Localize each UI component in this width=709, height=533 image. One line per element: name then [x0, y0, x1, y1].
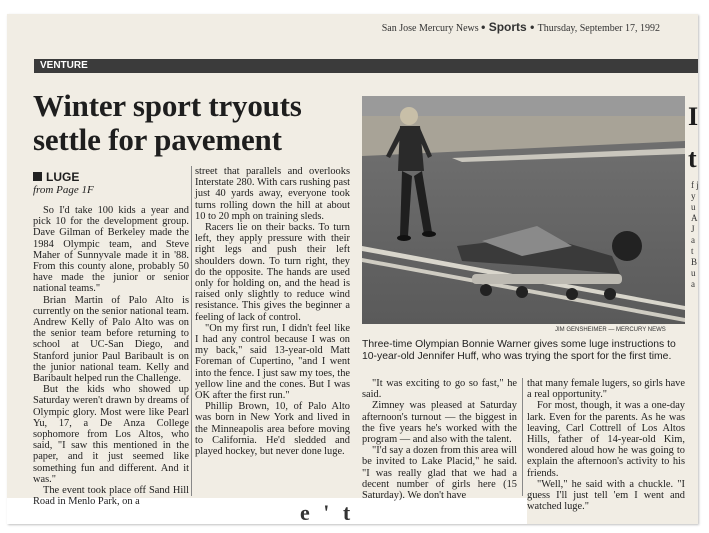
paragraph: The event took place off Sand Hill Road in Menlo Park, on a	[33, 485, 189, 508]
paragraph: For most, though, it was a one-day lark. Even for the parents. As he was leaving, Carl Cottrell of Los Altos Hills, father of 14-year-old Kim, wondered aloud how he was going to explain the afternoon's activity to his friends.	[527, 400, 685, 479]
paragraph: Zimney was pleased at Saturday afternoon's turnout — the biggest in the five years he's worked with the program — and also with the talent.	[362, 400, 517, 446]
paragraph: street that parallels and overlooks Interstate 280. With cars rushing past just 40 yards away, everyone took turns rolling down the hill at about 10 to 20 mph on training sleds.	[195, 166, 350, 222]
paper-name: San Jose Mercury News	[381, 23, 479, 34]
paragraph: But the kids who showed up Saturday weren't drawn by dreams of Olympic glory. Most were like Pearl Yu, 17, a De Anza College sophomore from Los Altos, who said, "I saw this mentioned in the paper, and it just seemed like something fun and different. And it was."	[33, 384, 189, 485]
adjacent-story-headline: I t	[688, 102, 699, 173]
section-bar	[34, 59, 698, 73]
section-label: VENTURE	[36, 60, 92, 72]
luge-photo	[362, 96, 685, 324]
headline: Winter sport tryouts settle for pavement	[33, 88, 302, 157]
paragraph: that many female lugers, so girls have a real opportunity."	[527, 378, 685, 401]
article-column-3	[362, 378, 517, 501]
page-header: San Jose Mercury News • Sports • Thursday, September 17, 1992	[381, 20, 660, 34]
kicker-label: LUGE	[46, 170, 80, 184]
section-name: Sports	[488, 20, 527, 34]
cut-off-headline: e ' t	[300, 500, 355, 525]
paragraph: Racers lie on their backs. To turn left, they apply pressure with their right legs and push their left shoulders down. To turn right, they do the opposite. The hands are used only for holding on, and the head is raised only slightly to reduce wind resistance. This gives the beginner a feeling of lack of control.	[195, 222, 350, 323]
paragraph: Brian Martin of Palo Alto is currently on the senior national team. Andrew Kelly of Palo Alto was on the senior team before returning to school at UC-San Diego, and Stanford junior Paul Baribault is on the junior national team. Kelly and Baribault helped run the Challenge.	[33, 294, 189, 385]
adjacent-story-text: f j y u A J a t B u a	[691, 180, 699, 289]
square-bullet-icon	[33, 172, 42, 181]
paragraph: "It was exciting to go so fast," he said.	[362, 378, 517, 401]
paragraph: "Well," he said with a chuckle. "I guess I'll just tell 'em I went and watched luge."	[527, 478, 685, 513]
paragraph: "I'd say a dozen from this area will be invited to Lake Placid," he said. "I was really glad that we had a decent number of girls here (15 Saturday). We don't have	[362, 445, 517, 502]
paragraph: "On my first run, I didn't feel like I had any control because I was on my back," said 13-year-old Matt Foreman of Cupertino, "and I went into the fence. I just saw my toes, the yellow line and the cones. But I was OK after the first run."	[195, 322, 350, 402]
jump-line: from Page 1F	[33, 184, 94, 196]
column-rule	[522, 378, 523, 496]
paragraph: So I'd take 100 kids a year and pick 10 for the development group. Dave Gilman of Berkeley made the 1984 Olympic team, and Steve Maher of Sunnyvale made it in '88. From this county alone, probably 50 have made the junior or senior national teams."	[33, 205, 189, 295]
photo-illustration	[362, 96, 685, 324]
article-column-2	[195, 166, 350, 457]
article-column-4	[527, 378, 685, 512]
column-rule	[191, 166, 192, 496]
article-column-1	[33, 205, 189, 507]
kicker	[33, 170, 79, 184]
paragraph: Phillip Brown, 10, of Palo Alto was born in New York and lived in the Minneapolis area before moving to California. He'd sledded and played hockey, but never done luge.	[195, 401, 350, 458]
photo-credit: JIM GENSHEIMER — MERCURY NEWS	[555, 327, 666, 333]
issue-date: Thursday, September 17, 1992	[537, 23, 660, 34]
photo-caption: Three-time Olympian Bonnie Warner gives some luge instructions to 10-year-old Jennifer Huff, who was trying the sport for the first time.	[362, 339, 676, 362]
